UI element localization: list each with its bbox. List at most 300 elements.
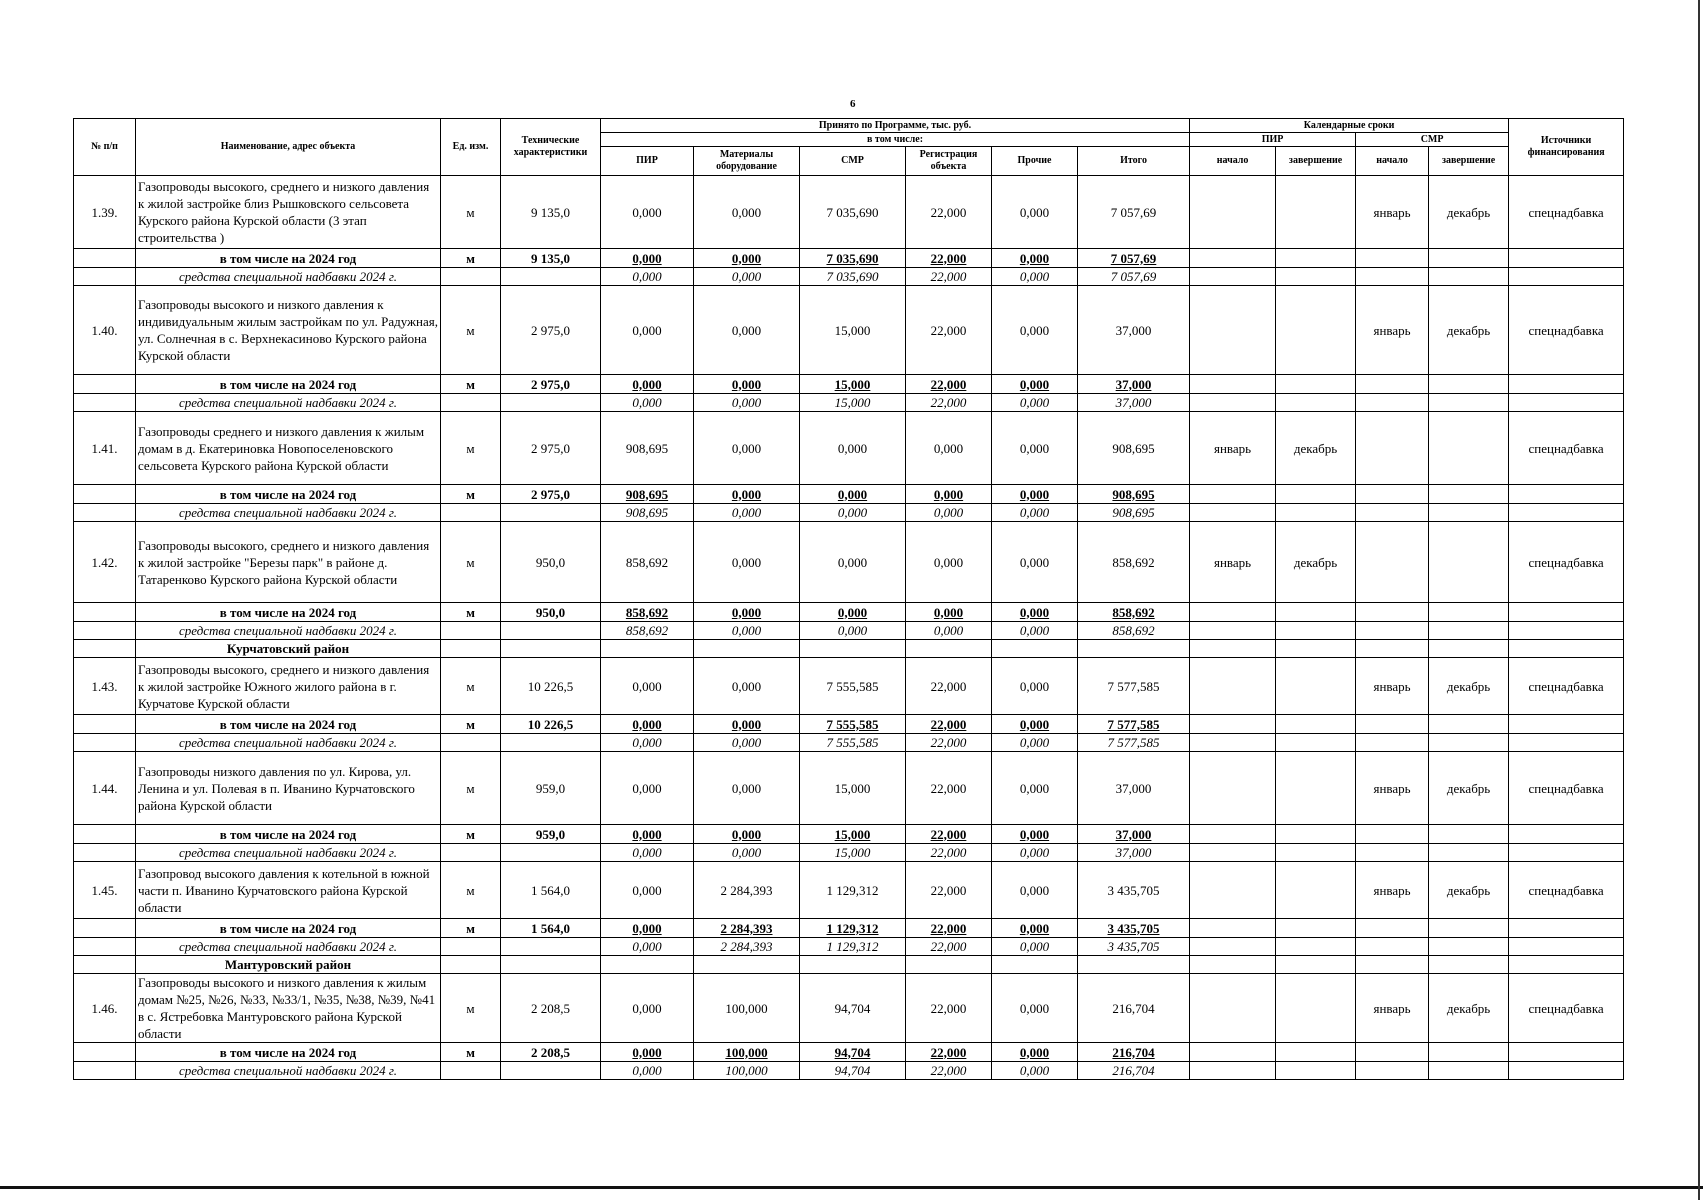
empty-cell (1276, 640, 1356, 658)
smr-start-cell: январь (1356, 752, 1429, 825)
special-fund-row (74, 938, 1624, 956)
empty-cell (800, 956, 906, 974)
smr-start-cell (1356, 603, 1429, 622)
smr-start-cell (1356, 412, 1429, 485)
year-total-row (74, 919, 1624, 938)
empty-cell (1429, 640, 1509, 658)
materials-cell: 0,000 (694, 603, 800, 622)
object-name: Газопроводы высокого и низкого давления к индивидуальным жилым застройкам по ул. Радужная, ул. Солнечная в с. Верхнекасиново Курского района Курской области (136, 286, 441, 375)
other-cell: 0,000 (992, 268, 1078, 286)
pir-start-cell (1190, 603, 1276, 622)
header-smr-start: начало (1356, 147, 1429, 176)
header-pir: ПИР (601, 147, 694, 176)
unit-cell: м (441, 412, 501, 485)
materials-cell: 0,000 (694, 485, 800, 504)
smr-cell: 7 035,690 (800, 268, 906, 286)
object-name: Газопроводы низкого давления по ул. Кирова, ул. Ленина и ул. Полевая в п. Иванино Курчатовского района Курской области (136, 752, 441, 825)
total-cell: 7 057,69 (1078, 249, 1190, 268)
sub-label: средства специальной надбавки 2024 г. (136, 1062, 441, 1080)
pir-start-cell (1190, 286, 1276, 375)
registration-cell: 22,000 (906, 268, 992, 286)
materials-cell: 0,000 (694, 658, 800, 715)
other-cell: 0,000 (992, 522, 1078, 603)
smr-start-cell (1356, 844, 1429, 862)
sub-label: средства специальной надбавки 2024 г. (136, 734, 441, 752)
tech-cell: 9 135,0 (501, 176, 601, 249)
other-cell: 0,000 (992, 394, 1078, 412)
empty-cell (992, 640, 1078, 658)
row-number (74, 504, 136, 522)
row-number (74, 268, 136, 286)
header-accepted: Принято по Программе, тыс. руб. (601, 119, 1190, 133)
smr-cell: 0,000 (800, 622, 906, 640)
funding-cell (1509, 1062, 1624, 1080)
header-tech: Технические характеристики (501, 119, 601, 176)
year-total-row (74, 249, 1624, 268)
other-cell: 0,000 (992, 1043, 1078, 1062)
other-cell: 0,000 (992, 1062, 1078, 1080)
smr-start-cell (1356, 522, 1429, 603)
smr-cell: 7 035,690 (800, 249, 906, 268)
registration-cell: 22,000 (906, 974, 992, 1043)
smr-end-cell: декабрь (1429, 286, 1509, 375)
total-cell: 908,695 (1078, 412, 1190, 485)
pir-start-cell (1190, 715, 1276, 734)
smr-end-cell (1429, 938, 1509, 956)
tech-cell (501, 1062, 601, 1080)
pir-start-cell (1190, 752, 1276, 825)
pir-cell: 858,692 (601, 622, 694, 640)
funding-cell (1509, 715, 1624, 734)
row-number (74, 715, 136, 734)
smr-start-cell (1356, 734, 1429, 752)
total-cell: 3 435,705 (1078, 919, 1190, 938)
scan-edge-bottom (0, 1186, 1703, 1189)
row-number: 1.45. (74, 862, 136, 919)
registration-cell: 0,000 (906, 485, 992, 504)
materials-cell: 0,000 (694, 522, 800, 603)
smr-start-cell: январь (1356, 286, 1429, 375)
materials-cell: 0,000 (694, 825, 800, 844)
smr-start-cell (1356, 1043, 1429, 1062)
empty-cell (1356, 956, 1429, 974)
funding-cell: спецнадбавка (1509, 522, 1624, 603)
pir-end-cell (1276, 176, 1356, 249)
pir-cell: 0,000 (601, 375, 694, 394)
pir-start-cell (1190, 1062, 1276, 1080)
other-cell: 0,000 (992, 622, 1078, 640)
smr-start-cell (1356, 485, 1429, 504)
pir-end-cell (1276, 622, 1356, 640)
funding-cell (1509, 394, 1624, 412)
total-cell: 858,692 (1078, 603, 1190, 622)
smr-start-cell (1356, 268, 1429, 286)
pir-start-cell (1190, 375, 1276, 394)
row-number (74, 640, 136, 658)
pir-start-cell (1190, 485, 1276, 504)
materials-cell: 0,000 (694, 412, 800, 485)
tech-cell: 950,0 (501, 603, 601, 622)
row-number (74, 825, 136, 844)
special-fund-row (74, 844, 1624, 862)
sub-label: средства специальной надбавки 2024 г. (136, 504, 441, 522)
unit-cell: м (441, 176, 501, 249)
pir-cell: 858,692 (601, 603, 694, 622)
tech-cell (501, 268, 601, 286)
smr-end-cell (1429, 622, 1509, 640)
row-number: 1.41. (74, 412, 136, 485)
row-number: 1.40. (74, 286, 136, 375)
smr-start-cell (1356, 249, 1429, 268)
other-cell: 0,000 (992, 412, 1078, 485)
tech-cell: 10 226,5 (501, 658, 601, 715)
pir-start-cell (1190, 394, 1276, 412)
registration-cell: 22,000 (906, 825, 992, 844)
unit-cell: м (441, 375, 501, 394)
total-label: в том числе на 2024 год (136, 1043, 441, 1062)
other-cell: 0,000 (992, 844, 1078, 862)
pir-cell: 0,000 (601, 919, 694, 938)
registration-cell: 22,000 (906, 286, 992, 375)
unit-cell: м (441, 522, 501, 603)
total-label: в том числе на 2024 год (136, 919, 441, 938)
tech-cell: 959,0 (501, 825, 601, 844)
funding-cell (1509, 504, 1624, 522)
section-label: Курчатовский район (136, 640, 441, 658)
pir-cell: 0,000 (601, 658, 694, 715)
materials-cell: 0,000 (694, 375, 800, 394)
tech-cell: 2 975,0 (501, 375, 601, 394)
header-smr-end: завершение (1429, 147, 1509, 176)
pir-end-cell (1276, 734, 1356, 752)
object-row (74, 286, 1624, 375)
program-table (73, 118, 1624, 1080)
empty-cell (992, 956, 1078, 974)
pir-cell: 908,695 (601, 504, 694, 522)
pir-cell: 0,000 (601, 286, 694, 375)
total-cell: 37,000 (1078, 394, 1190, 412)
object-name: Газопроводы среднего и низкого давления к жилым домам в д. Екатериновка Новопоселеновского сельсовета Курского района Курской области (136, 412, 441, 485)
row-number (74, 622, 136, 640)
pir-end-cell: декабрь (1276, 522, 1356, 603)
total-cell: 7 577,585 (1078, 715, 1190, 734)
pir-end-cell (1276, 268, 1356, 286)
registration-cell: 22,000 (906, 752, 992, 825)
total-cell: 7 057,69 (1078, 176, 1190, 249)
object-name: Газопроводы высокого и низкого давления к жилым домам №25, №26, №33, №33/1, №35, №38, №39, №41 в с. Ястребовка Мантуровского района Курской области (136, 974, 441, 1043)
table-header (74, 119, 1624, 176)
pir-start-cell (1190, 1043, 1276, 1062)
total-cell: 7 057,69 (1078, 268, 1190, 286)
tech-cell: 10 226,5 (501, 715, 601, 734)
row-number: 1.39. (74, 176, 136, 249)
tech-cell (501, 622, 601, 640)
pir-end-cell (1276, 375, 1356, 394)
object-name: Газопроводы высокого, среднего и низкого давления к жилой застройке близ Рышковского сельсовета Курского района Курской области (3 этап строительства ) (136, 176, 441, 249)
pir-cell: 0,000 (601, 394, 694, 412)
other-cell: 0,000 (992, 919, 1078, 938)
smr-end-cell (1429, 412, 1509, 485)
row-number (74, 249, 136, 268)
smr-start-cell (1356, 1062, 1429, 1080)
funding-cell (1509, 938, 1624, 956)
pir-cell: 0,000 (601, 176, 694, 249)
object-name: Газопроводы высокого, среднего и низкого давления к жилой застройке "Березы парк" в районе д. Татаренково Курского района Курской области (136, 522, 441, 603)
pir-end-cell (1276, 938, 1356, 956)
materials-cell: 0,000 (694, 734, 800, 752)
year-total-row (74, 715, 1624, 734)
pir-start-cell: январь (1190, 412, 1276, 485)
smr-start-cell: январь (1356, 658, 1429, 715)
header-materials: Материалы оборудование (694, 147, 800, 176)
pir-end-cell (1276, 485, 1356, 504)
unit-cell: м (441, 485, 501, 504)
registration-cell: 0,000 (906, 622, 992, 640)
other-cell: 0,000 (992, 974, 1078, 1043)
materials-cell: 0,000 (694, 286, 800, 375)
unit-cell: м (441, 715, 501, 734)
pir-start-cell (1190, 176, 1276, 249)
pir-cell: 0,000 (601, 268, 694, 286)
object-name: Газопровод высокого давления к котельной в южной части п. Иванино Курчатовского района Курской области (136, 862, 441, 919)
total-cell: 7 577,585 (1078, 734, 1190, 752)
other-cell: 0,000 (992, 715, 1078, 734)
smr-start-cell: январь (1356, 974, 1429, 1043)
funding-cell (1509, 268, 1624, 286)
smr-cell: 15,000 (800, 844, 906, 862)
unit-cell: м (441, 825, 501, 844)
materials-cell: 100,000 (694, 1062, 800, 1080)
empty-cell (501, 956, 601, 974)
pir-start-cell (1190, 825, 1276, 844)
row-number (74, 1043, 136, 1062)
special-fund-row (74, 1062, 1624, 1080)
registration-cell: 22,000 (906, 938, 992, 956)
registration-cell: 22,000 (906, 862, 992, 919)
header-cal-pir: ПИР (1190, 133, 1356, 147)
header-unit: Ед. изм. (441, 119, 501, 176)
registration-cell: 22,000 (906, 658, 992, 715)
smr-cell: 15,000 (800, 825, 906, 844)
total-cell: 37,000 (1078, 286, 1190, 375)
materials-cell: 100,000 (694, 1043, 800, 1062)
empty-cell (1190, 640, 1276, 658)
empty-cell (1190, 956, 1276, 974)
other-cell: 0,000 (992, 176, 1078, 249)
tech-cell: 950,0 (501, 522, 601, 603)
pir-cell: 908,695 (601, 485, 694, 504)
total-label: в том числе на 2024 год (136, 375, 441, 394)
pir-end-cell (1276, 752, 1356, 825)
unit-cell: м (441, 249, 501, 268)
year-total-row (74, 825, 1624, 844)
smr-end-cell (1429, 394, 1509, 412)
empty-cell (1078, 640, 1190, 658)
header-smr: СМР (800, 147, 906, 176)
header-pir-end: завершение (1276, 147, 1356, 176)
sub-label: средства специальной надбавки 2024 г. (136, 622, 441, 640)
smr-cell: 0,000 (800, 485, 906, 504)
unit-cell (441, 938, 501, 956)
other-cell: 0,000 (992, 603, 1078, 622)
special-fund-row (74, 394, 1624, 412)
smr-cell: 7 555,585 (800, 734, 906, 752)
unit-cell (441, 268, 501, 286)
funding-cell (1509, 734, 1624, 752)
smr-end-cell (1429, 522, 1509, 603)
materials-cell: 0,000 (694, 504, 800, 522)
header-other: Прочие (992, 147, 1078, 176)
row-number: 1.46. (74, 974, 136, 1043)
unit-cell (441, 622, 501, 640)
tech-cell: 1 564,0 (501, 862, 601, 919)
section-label: Мантуровский район (136, 956, 441, 974)
total-cell: 3 435,705 (1078, 862, 1190, 919)
tech-cell (501, 938, 601, 956)
sub-label: средства специальной надбавки 2024 г. (136, 938, 441, 956)
pir-cell: 0,000 (601, 862, 694, 919)
unit-cell: м (441, 919, 501, 938)
year-total-row (74, 1043, 1624, 1062)
materials-cell: 2 284,393 (694, 862, 800, 919)
funding-cell (1509, 1043, 1624, 1062)
unit-cell (441, 504, 501, 522)
unit-cell: м (441, 1043, 501, 1062)
tech-cell (501, 844, 601, 862)
smr-cell: 15,000 (800, 752, 906, 825)
special-fund-row (74, 504, 1624, 522)
registration-cell: 0,000 (906, 412, 992, 485)
empty-cell (601, 640, 694, 658)
smr-end-cell (1429, 1062, 1509, 1080)
header-total: Итого (1078, 147, 1190, 176)
other-cell: 0,000 (992, 734, 1078, 752)
unit-cell: м (441, 974, 501, 1043)
tech-cell: 9 135,0 (501, 249, 601, 268)
year-total-row (74, 603, 1624, 622)
smr-start-cell (1356, 375, 1429, 394)
other-cell: 0,000 (992, 504, 1078, 522)
table-body (74, 176, 1624, 1080)
pir-end-cell (1276, 286, 1356, 375)
other-cell: 0,000 (992, 752, 1078, 825)
object-row (74, 176, 1624, 249)
row-number (74, 734, 136, 752)
pir-cell: 0,000 (601, 1043, 694, 1062)
header-name: Наименование, адрес объекта (136, 119, 441, 176)
registration-cell: 22,000 (906, 715, 992, 734)
registration-cell: 22,000 (906, 249, 992, 268)
pir-start-cell (1190, 844, 1276, 862)
object-row (74, 974, 1624, 1043)
empty-cell (906, 640, 992, 658)
pir-cell: 0,000 (601, 734, 694, 752)
row-number (74, 919, 136, 938)
pir-start-cell (1190, 938, 1276, 956)
materials-cell: 0,000 (694, 394, 800, 412)
row-number: 1.43. (74, 658, 136, 715)
special-fund-row (74, 734, 1624, 752)
pir-cell: 0,000 (601, 1062, 694, 1080)
pir-start-cell (1190, 974, 1276, 1043)
row-number (74, 938, 136, 956)
registration-cell: 22,000 (906, 734, 992, 752)
materials-cell: 0,000 (694, 752, 800, 825)
smr-start-cell (1356, 394, 1429, 412)
pir-cell: 908,695 (601, 412, 694, 485)
smr-start-cell: январь (1356, 862, 1429, 919)
smr-cell: 15,000 (800, 375, 906, 394)
object-name: Газопроводы высокого, среднего и низкого давления к жилой застройке Южного жилого района в г. Курчатове Курской области (136, 658, 441, 715)
unit-cell (441, 394, 501, 412)
funding-cell: спецнадбавка (1509, 974, 1624, 1043)
smr-cell: 1 129,312 (800, 862, 906, 919)
pir-cell: 858,692 (601, 522, 694, 603)
registration-cell: 22,000 (906, 1062, 992, 1080)
total-cell: 3 435,705 (1078, 938, 1190, 956)
smr-cell: 94,704 (800, 974, 906, 1043)
unit-cell: м (441, 862, 501, 919)
total-cell: 908,695 (1078, 504, 1190, 522)
tech-cell (501, 734, 601, 752)
pir-end-cell (1276, 825, 1356, 844)
materials-cell: 0,000 (694, 268, 800, 286)
smr-cell: 7 555,585 (800, 658, 906, 715)
pir-end-cell (1276, 658, 1356, 715)
empty-cell (1509, 956, 1624, 974)
pir-cell: 0,000 (601, 715, 694, 734)
pir-end-cell (1276, 394, 1356, 412)
unit-cell: м (441, 603, 501, 622)
smr-end-cell (1429, 715, 1509, 734)
pir-end-cell (1276, 844, 1356, 862)
empty-cell (441, 956, 501, 974)
materials-cell: 2 284,393 (694, 919, 800, 938)
registration-cell: 0,000 (906, 504, 992, 522)
empty-cell (906, 956, 992, 974)
header-cal-smr: СМР (1356, 133, 1509, 147)
funding-cell (1509, 375, 1624, 394)
row-number (74, 603, 136, 622)
total-label: в том числе на 2024 год (136, 485, 441, 504)
other-cell: 0,000 (992, 825, 1078, 844)
object-row (74, 658, 1624, 715)
smr-end-cell: декабрь (1429, 176, 1509, 249)
pir-start-cell: январь (1190, 522, 1276, 603)
smr-end-cell (1429, 734, 1509, 752)
pir-start-cell (1190, 622, 1276, 640)
pir-start-cell (1190, 658, 1276, 715)
total-cell: 37,000 (1078, 825, 1190, 844)
other-cell: 0,000 (992, 375, 1078, 394)
registration-cell: 22,000 (906, 844, 992, 862)
total-cell: 216,704 (1078, 974, 1190, 1043)
pir-end-cell: декабрь (1276, 412, 1356, 485)
registration-cell: 22,000 (906, 375, 992, 394)
header-including: в том числе: (601, 133, 1190, 147)
registration-cell: 22,000 (906, 919, 992, 938)
smr-end-cell (1429, 603, 1509, 622)
registration-cell: 22,000 (906, 176, 992, 249)
total-cell: 216,704 (1078, 1062, 1190, 1080)
year-total-row (74, 375, 1624, 394)
materials-cell: 0,000 (694, 844, 800, 862)
row-number (74, 844, 136, 862)
pir-end-cell (1276, 1062, 1356, 1080)
empty-cell (1078, 956, 1190, 974)
sub-label: средства специальной надбавки 2024 г. (136, 268, 441, 286)
page-number: 6 (850, 98, 856, 110)
